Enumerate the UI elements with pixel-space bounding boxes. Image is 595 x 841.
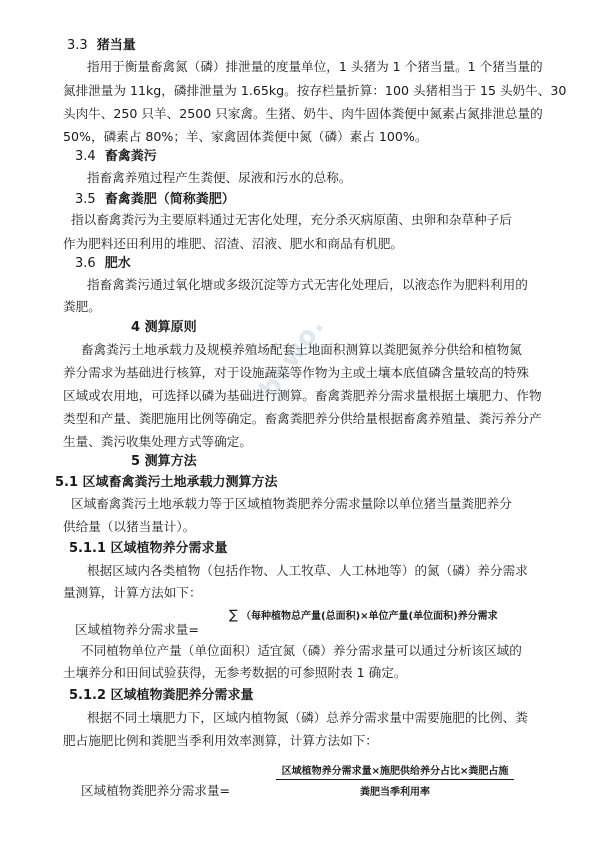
section-title: 猪当量 (96, 38, 136, 53)
paragraph-line: 粪肥。 (63, 299, 101, 314)
section-number: 3.4 (75, 149, 96, 164)
paragraph-line: 生量、粪污收集处理方式等确定。 (63, 434, 252, 449)
paragraph-line: 指以畜禽粪污为主要原料通过无害化处理，充分杀灭病原菌、虫卵和杂草种子后 (71, 212, 512, 227)
section-title: 畜禽粪污 (104, 149, 157, 164)
paragraph-line: 头肉牛、250 只羊、2500 只家禽。生猪、奶牛、肉牛固体粪便中氮素占氮排泄总量的 (63, 106, 543, 121)
section-5-heading: 5 测算方法 (131, 454, 197, 469)
section-5-1-1-heading: 5.1.1 区域植物养分需求量 (69, 541, 228, 556)
section-3-6-heading (75, 257, 131, 270)
paragraph-line: 土壤养分和田间试验获得，无参考数据的可参照附表 1 确定。 (63, 665, 407, 680)
paragraph-line: 指畜禽粪污通过氧化塘或多级沉淀等方式无害化处理后，以液态作为肥料利用的 (87, 277, 528, 292)
section-number: 3.6 (75, 256, 96, 271)
paragraph-line: 类型和产量、粪肥施用比例等确定。畜禽粪肥养分供给量根据畜禽养殖量、粪污养分产 (63, 411, 542, 426)
paragraph-line: 养分需求为基础进行核算，对于设施蔬菜等作物为主或土壤本底值磷含量较高的特殊 (63, 365, 529, 380)
section-5-1-2-heading: 5.1.2 区域植物粪肥养分需求量 (69, 688, 254, 703)
paragraph-line: 区域或农用地，可选择以磷为基础进行测算。畜禽粪肥养分需求量根据土壤肥力、作物 (63, 388, 542, 403)
paragraph-line: 不同植物单位产量（单位面积）适宜氮（磷）养分需求量可以通过分析该区域的 (81, 643, 522, 658)
formula-1-rhs: （每种植物总产量(总面积)×单位产量(单位面积)养分需求 (241, 611, 498, 622)
paragraph-line: 50%，磷素占 80%；羊、家禽固体粪便中氮（磷）素占 100%。 (63, 129, 428, 144)
watermark: bcwo. (254, 311, 331, 404)
section-3-3-heading (67, 39, 136, 52)
paragraph-line: 量测算，计算方法如下： (63, 585, 202, 600)
paragraph-line: 根据区域内各类植物（包括作物、人工牧草、人工林地等）的氮（磷）养分需求 (87, 563, 528, 578)
formula-2-lhs: 区域植物粪肥养分需求量= (81, 783, 231, 798)
section-number: 3.3 (67, 38, 88, 53)
paragraph-line: 肥占施肥比例和粪肥当季利用效率测算，计算方法如下： (63, 733, 378, 748)
paragraph-line: 畜禽粪污土地承载力及规模养殖场配套土地面积测算以粪肥氮养分供给和植物氮 (81, 342, 522, 357)
section-3-4-heading (75, 150, 157, 163)
paragraph-line: 区域畜禽粪污土地承载力等于区域植物粪肥养分需求量除以单位猪当量粪肥养分 (71, 496, 512, 511)
section-3-5-heading (75, 193, 235, 206)
paragraph-line: 根据不同土壤肥力下，区域内植物氮（磷）总养分需求量中需要施肥的比例、粪 (87, 710, 528, 725)
formula-2-fraction (276, 762, 514, 798)
section-number: 3.5 (75, 192, 96, 207)
section-title: 肥水 (104, 256, 131, 271)
paragraph-line: 作为肥料还田利用的堆肥、沼渣、沼液、肥水和商品有机肥。 (63, 236, 404, 251)
section-title: 畜禽粪肥（简称粪肥） (104, 192, 235, 207)
paragraph-line: 指畜禽养殖过程产生粪便、尿液和污水的总称。 (87, 170, 352, 185)
paragraph-line: 供给量（以猪当量计）。 (63, 519, 196, 534)
paragraph-line: 氮排泄量为 11kg，磷排泄量为 1.65kg。按存栏量折算：100 头猪相当于 15 头奶牛、30 (63, 83, 567, 98)
formula-2-numerator: 区域植物养分需求量×施肥供给养分占比×粪肥占施 (281, 766, 509, 777)
section-5-1-heading: 5.1 区域畜禽粪污土地承载力测算方法 (55, 475, 278, 490)
formula-1-lhs: 区域植物养分需求量= (75, 622, 199, 637)
summation-symbol: ∑ (229, 608, 238, 623)
paragraph-line: 指用于衡量畜禽氮（磷）排泄量的度量单位，1 头猪为 1 个猪当量。1 个猪当量的 (87, 59, 543, 74)
formula-2-denominator: 粪肥当季利用率 (360, 787, 430, 798)
section-4-heading: 4 测算原则 (131, 320, 197, 335)
